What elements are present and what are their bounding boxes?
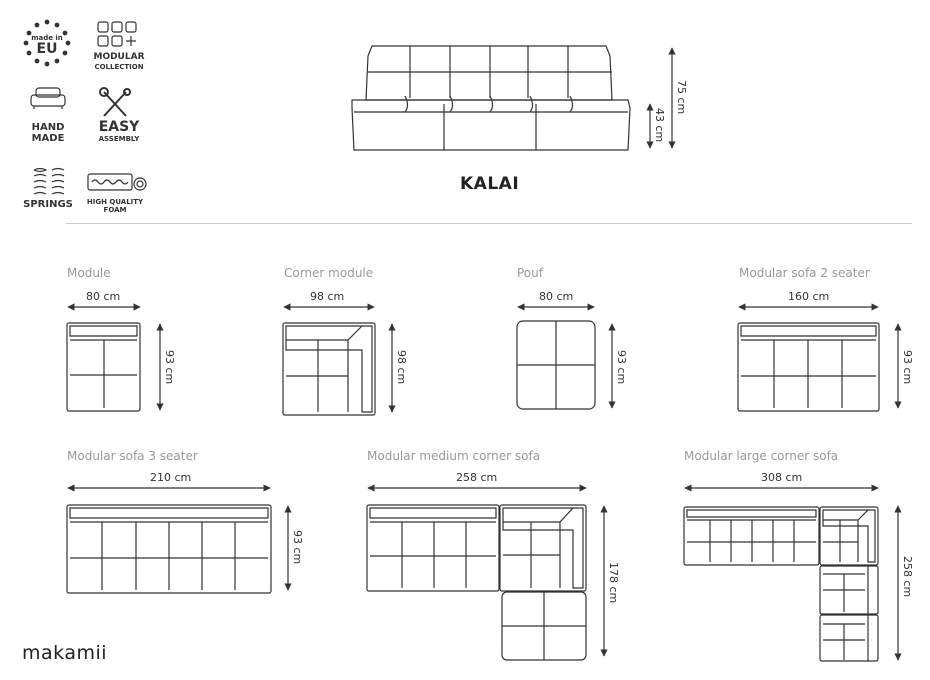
made-in-eu-badge [30, 34, 64, 57]
kalai-sofa-front-drawing [352, 46, 630, 150]
sofa-3-seater-width: 210 cm [150, 471, 192, 484]
made-text: MADE [31, 133, 65, 144]
module-depth: 93 cm [163, 350, 176, 385]
large-corner-sofa-width: 308 cm [761, 471, 803, 484]
springs-icon [34, 169, 64, 195]
section-divider [66, 223, 912, 224]
hand-made-badge [20, 122, 76, 144]
springs-badge [18, 199, 78, 210]
pouf-label: Pouf [517, 266, 543, 280]
hand-text: HAND [31, 122, 65, 133]
high-quality-text: HIGH QUALITY [86, 198, 144, 206]
foam-icon [88, 174, 146, 190]
foam-text: FOAM [103, 206, 127, 214]
sofa-2-seater-label: Modular sofa 2 seater [739, 266, 870, 280]
corner-module-drawing [283, 323, 375, 415]
pouf-drawing [517, 321, 595, 409]
modular-collection-icon [98, 22, 136, 46]
sofa-3-seater-label: Modular sofa 3 seater [67, 449, 198, 463]
brand-logo-text: makamii [22, 642, 108, 664]
module-width: 80 cm [86, 290, 121, 303]
large-corner-sofa-drawing [684, 507, 878, 661]
modular-collection-badge [84, 52, 154, 71]
pouf-width: 80 cm [539, 290, 574, 303]
corner-module-width: 98 cm [310, 290, 345, 303]
pouf-depth: 93 cm [615, 350, 628, 385]
corner-module-depth: 98 cm [395, 350, 408, 385]
modular-text: MODULAR [93, 52, 145, 62]
sofa-3-seater-depth: 93 cm [291, 530, 304, 565]
height-seat-label: 43 cm [653, 108, 666, 143]
large-corner-sofa-label: Modular large corner sofa [684, 449, 839, 463]
collection-text: COLLECTION [94, 63, 144, 71]
height-total-label: 75 cm [675, 80, 688, 115]
corner-module-label: Corner module [284, 266, 374, 280]
module-drawing [67, 323, 140, 411]
product-title: KALAI [460, 174, 520, 194]
sofa-2-seater-depth: 93 cm [901, 350, 914, 385]
foam-badge [80, 198, 150, 214]
sofa-3-seater-drawing [67, 505, 271, 593]
medium-corner-sofa-label: Modular medium corner sofa [367, 449, 541, 463]
assembly-text: ASSEMBLY [98, 135, 140, 143]
large-corner-sofa-depth: 258 cm [901, 556, 914, 598]
module-label: Module [67, 266, 111, 280]
sofa-icon [31, 88, 65, 109]
made-in-text: made in [31, 34, 63, 42]
springs-text: SPRINGS [23, 199, 73, 210]
easy-text: EASY [98, 119, 140, 135]
medium-corner-sofa-width: 258 cm [456, 471, 498, 484]
eu-text: EU [36, 41, 58, 57]
medium-corner-sofa-drawing [367, 505, 586, 660]
tools-icon [100, 88, 130, 116]
sofa-2-seater-drawing [738, 323, 879, 411]
medium-corner-sofa-depth: 178 cm [607, 562, 620, 604]
sofa-2-seater-width: 160 cm [788, 290, 830, 303]
easy-assembly-badge [84, 120, 154, 143]
